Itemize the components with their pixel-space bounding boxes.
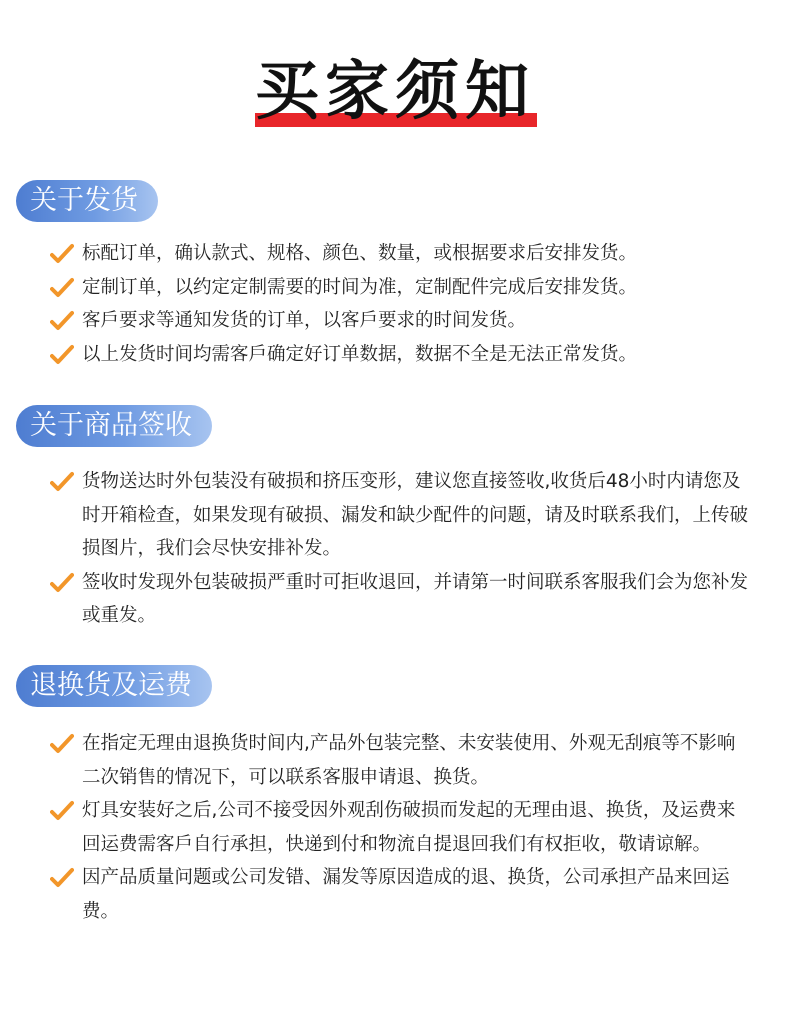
list-item (48, 304, 748, 338)
check-icon (50, 471, 74, 493)
list-item (48, 727, 748, 794)
list-item (48, 861, 748, 928)
check-icon (50, 800, 74, 822)
list-item (48, 271, 748, 305)
list-item-text: 因产品质量问题或公司发错、漏发等原因造成的退、换货，公司承担产品来回运费。 (82, 867, 730, 922)
section-heading-receipt: 关于商品签收 (16, 405, 212, 447)
receipt-list (48, 465, 748, 633)
list-item-text: 客戶要求等通知发货的订单，以客戶要求的时间发货。 (82, 310, 527, 331)
section-heading-shipping: 关于发货 (16, 180, 158, 222)
list-item (48, 566, 748, 633)
list-item (48, 338, 748, 372)
check-icon (50, 867, 74, 889)
list-item (48, 794, 748, 861)
check-icon (50, 344, 74, 366)
check-icon (50, 572, 74, 594)
list-item (48, 237, 748, 271)
section-heading-returns: 退换货及运费 (16, 665, 212, 707)
list-item (48, 465, 748, 566)
list-item-text: 灯具安装好之后,公司不接受因外观刮伤破损而发起的无理由退、换货，及运费来回运费需客戶自行承担，快递到付和物流自提退回我们有权拒收，敬请谅解。 (82, 800, 736, 855)
list-item-text: 签收时发现外包装破损严重时可拒收退回，并请第一时间联系客服我们会为您补发或重发。 (82, 571, 749, 626)
list-item-text: 定制订单，以约定定制需要的时间为准，定制配件完成后安排发货。 (82, 276, 638, 298)
shipping-list (48, 237, 748, 371)
title-wrap (0, 52, 790, 132)
list-item-text: 以上发货时间均需客戶确定好订单数据，数据不全是无法正常发货。 (82, 343, 638, 365)
check-icon (50, 733, 74, 755)
list-item-text: 在指定无理由退换货时间内,产品外包装完整、未安装使用、外观无刮痕等不影响二次销售的情况下，可以联系客服申请退、换货。 (82, 733, 736, 788)
returns-list (48, 727, 748, 928)
check-icon (50, 243, 74, 265)
check-icon (50, 277, 74, 299)
page-title: 买家须知 (255, 55, 535, 129)
list-item-text: 标配订单，确认款式、规格、颜色、数量，或根据要求后安排发货。 (82, 243, 638, 264)
check-icon (50, 310, 74, 332)
list-item-text: 货物送达时外包装没有破损和挤压变形，建议您直接签收,收货后48小时内请您及时开箱检查，如果发现有破损、漏发和缺少配件的问题，请及时联系我们，上传破损图片，我们会尽快安排补发。 (82, 471, 749, 559)
